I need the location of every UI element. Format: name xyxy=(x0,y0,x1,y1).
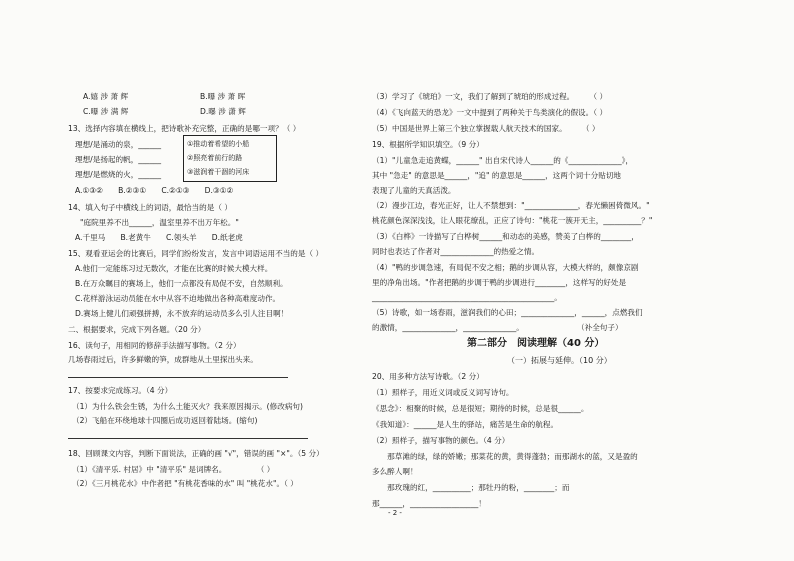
q17-item-1: （1）为什么铁会生锈，为什么土能灭火？我来原因揭示。(修改病句) xyxy=(72,402,303,411)
q15-option-b: B.在万众瞩目的赛场上，他们一点都没有局促不安，自然顺利。 xyxy=(75,279,288,288)
q17-answer-line xyxy=(68,438,308,439)
q15-option-a: A.他们一定能练习过无数次，才能在比赛的时候大模大样。 xyxy=(75,264,273,273)
q20-line-3: 《我知道》：______是人生的驿站，痛苦是生命的航程。 xyxy=(372,420,559,429)
q20-line-7: 那玫瑰的红，__________；那牡丹的粉，________；而 xyxy=(372,483,570,492)
q13-choice-box xyxy=(183,135,277,182)
q15-title: 15、观看亚运会的比赛后，同学们纷纷发言，发言中词语运用不当的是（ ） xyxy=(68,249,324,258)
q13-options: A.①③② B.②③① C.②①③ D.③①② xyxy=(75,186,234,195)
q18-item-4: （4）《飞向蓝天的恐龙》一文中提到了两种关于鸟类演化的假设。（ ） xyxy=(372,108,608,117)
q19-line-10: ________________________________________________。 xyxy=(372,293,562,302)
q19-line-8: （4）"鸭的步调急速，有局促不安之相；鹅的步调从容，大模大样的，颇像京剧 xyxy=(372,263,639,272)
q18-item-1: （1）《清平乐. 村居》中 "清平乐" 是词牌名。 （ ） xyxy=(72,465,275,474)
q16-title: 16、读句子，用相同的修辞手法描写事物。（2 分） xyxy=(68,341,241,350)
q13-title: 13、选择内容填在横线上，把诗歌补充完整，正确的是哪一项？（ ） xyxy=(68,124,301,133)
q18-item-2: （2）《三月桃花水》中作者把 "有桃花香味的水" 叫 "桃花水"。（ ） xyxy=(72,479,298,488)
q19-line-2: 其中 "急走" 的意思是______，"追" 的意思是______，这两个词十分贴切地 xyxy=(372,171,622,180)
q19-line-6: （3）《白桦》一诗描写了白桦树______和动态的美感，赞美了白桦的________， xyxy=(372,232,639,241)
q19-line-4: （2）漫步江边，春光正好，让人不禁想到："______________，春光懒困倚微风。" xyxy=(372,201,650,210)
q14-options: A.千里马 B.老黄牛 C.领头羊 D.纸老虎 xyxy=(75,233,243,242)
q12-option-c: C.曝 涉 满 辉 xyxy=(83,107,129,116)
q19-title: 19、根据所学知识填空。（9 分） xyxy=(372,140,484,149)
q20-line-8: 那______，__________________！ xyxy=(372,499,486,508)
q19-line-12: 的激情，______________，______________。 （补全句子） xyxy=(372,323,623,332)
q13-line-3: 理想/是燃烧的火，______ xyxy=(75,170,162,179)
q19-line-3: 表现了儿童的天真活泼。 xyxy=(372,186,456,195)
q16-answer-line xyxy=(68,377,288,378)
q16-text: 几场春雨过后，许多鲜嫩的笋，成群地从土里探出头来。 xyxy=(68,355,258,364)
q17-title: 17、按要求完成练习。（4 分） xyxy=(68,386,173,395)
q17-item-2: （2）飞船在环绕地球十四圈后成功返回着陆场。(缩句) xyxy=(72,416,258,425)
q18-title: 18、回顾课文内容，判断下面说法，正确的画 "√"，错误的画 "×"。（5 分） xyxy=(68,449,324,458)
q15-option-c: C.花样游泳运动员能在水中从容不迫地做出各种高难度动作。 xyxy=(75,294,281,303)
q20-line-6: 多么醉人啊！ xyxy=(372,467,418,476)
q13-box-item-2: ②照亮着前行的路 xyxy=(187,154,243,162)
q18-item-3: （3）学习了《琥珀》一文，我们了解到了琥珀的形成过程。 （ ） xyxy=(372,92,608,101)
part-2-subheading: （一）拓展与延伸。（10 分） xyxy=(507,356,612,365)
q20-title: 20、用多种方法写诗歌。（2 分） xyxy=(372,372,484,381)
q19-line-1: （1）"儿童急走追黄蝶，______" 出自宋代诗人______的《______________》， xyxy=(372,156,634,165)
q20-line-2: 《思念》：相聚的时候，总是很短；期待的时候，总是很______。 xyxy=(372,404,589,413)
q14-title: 14、填入句子中横线上的词语，最恰当的是（ ） xyxy=(68,203,232,212)
q12-option-d: D.曝 涉 潇 辉 xyxy=(200,107,246,116)
q14-text: "庭院里养不出______，温室里养不出万年松。" xyxy=(80,218,239,227)
q20-line-4: （2）照样子，描写事物的颜色。（4 分） xyxy=(372,436,510,445)
q20-line-5: 那草滩的绿，绿的娇嫩；那菜花的黄，黄得蓬勃；而那湖水的蓝，又是盈的 xyxy=(372,452,638,461)
q13-box-item-1: ①推动着希望的小船 xyxy=(187,140,250,148)
page-number: - 2 - xyxy=(388,509,402,517)
q12-option-b: B.曝 涉 萧 晖 xyxy=(200,92,246,101)
q18-item-5: （5）中国是世界上第三个独立掌握载人航天技术的国家。 （ ） xyxy=(372,124,600,133)
q13-box-item-3: ③滋润着干涸的河床 xyxy=(187,168,250,176)
q13-line-1: 理想/是涌动的泉，______ xyxy=(75,140,162,149)
q15-option-d: D.赛场上健儿们顽强拼搏，永不放弃的运动员多么引人注目啊！ xyxy=(75,309,289,318)
part-2-heading: 第二部分 阅读理解（40 分） xyxy=(467,338,605,349)
q19-line-5: 桃花颜色深深浅浅，让人眼花缭乱，正应了诗句："桃花一簇开无主，__________？" xyxy=(372,216,653,225)
q20-line-1: （1）照样子，用近义词或反义词写诗句。 xyxy=(372,388,514,397)
q19-line-7: 同时也表达了作者对______________的热爱之情。 xyxy=(372,247,540,256)
section-2-heading: 二、根据要求，完成下列各题。（20 分） xyxy=(68,325,206,334)
q12-option-a: A.嬉 涉 萧 辉 xyxy=(83,92,129,101)
q19-line-11: （5）诗歌，如一场春雨，滋润我们的心田；______________，______，点燃我们 xyxy=(372,308,643,317)
q19-line-9: 里的净角出场。"作者把鹅的步调于鸭的步调进行________，这样写的好处是 xyxy=(372,278,627,287)
q13-line-2: 理想/是扬起的帆，______ xyxy=(75,155,162,164)
